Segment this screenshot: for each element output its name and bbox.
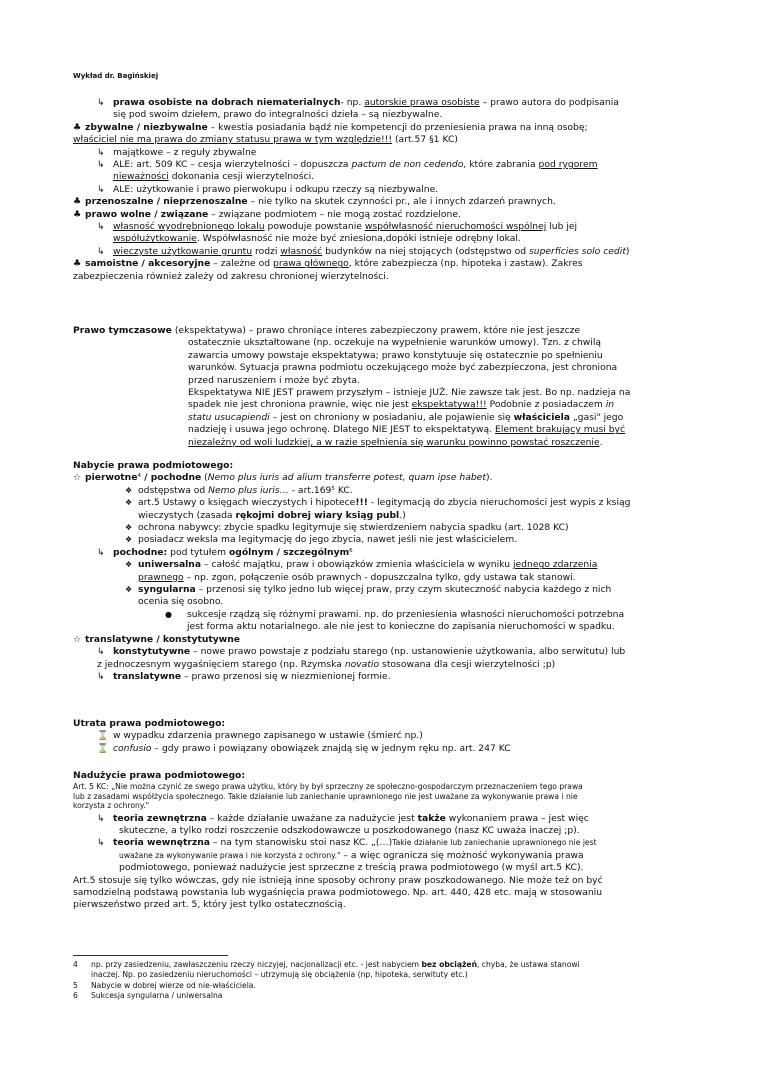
list-item: ♣ zbywalne / niezbywalne – kwestia posiadania bądź nie kompetencji do przeniesienia prawa na inną osobę; [73, 121, 588, 133]
bullet-icon: ● [165, 609, 172, 619]
hourglass-icon: ⌛ [97, 743, 109, 754]
list-item: ♣ przenoszalne / nieprzenoszalne – nie tylko na skutek czynności pr., ale i innych zdarzeń prawnych. [73, 196, 556, 208]
text-line: zabezpieczenia również zależy od zakresu chronionej wierzytelności. [73, 270, 389, 282]
diamond-icon: ❖ [125, 498, 133, 508]
rights-classification [73, 97, 693, 283]
arrow-icon: ↳ [97, 838, 105, 849]
list-item: ↳ prawa osobiste na dobrach niematerialnych- np. autorskie prawa osobiste – prawo autora do podpisania [97, 97, 619, 108]
list-item: ↳ teoria wewnętrzna – na tym stanowisku stoi nasz KC. „(…)Takie działanie lub zaniechanie uprawnionego nie jest [97, 837, 597, 849]
list-item: ❖ syngularna – przenosi się tylko jedno lub więcej praw, przy czym skuteczność nabycia każdego z nich [125, 584, 612, 596]
list-item: ↳ translatywne – prawo przenosi się w niezmienionej formie. [97, 670, 391, 682]
text-line: pierwszeństwo przed art. 5, który jest tylko ostatecznością. [73, 899, 346, 911]
section-heading: Nabycie prawa podmiotowego: [73, 460, 234, 471]
list-item: ❖ odstępstwa od Nemo plus iuris… - art.169$^5$ KC. [125, 484, 353, 496]
text-line: Art.5 stosuje się tylko wówczas, gdy nie istnieją inne sposoby ochrony praw poszkodowanego. Nie może też on być [73, 874, 603, 886]
list-item: ☆ pierwotne$^4$ / pochodne (Nemo plus iuris ad alium transferre potest, quam ipse habet). [73, 472, 493, 484]
footnote-divider [73, 955, 228, 956]
diamond-icon: ❖ [125, 585, 133, 595]
footnote: 5 Nabycie w dobrej wierze od nie-właściciela. [73, 981, 256, 990]
list-item: ↳ majątkowe – z reguły zbywalne [97, 146, 257, 158]
club-icon: ♣ [73, 258, 82, 270]
arrow-icon: ↳ [97, 147, 105, 158]
list-item: ↳ pochodne: pod tytułem ogólnym / szczególnym$^6$ [97, 546, 353, 558]
list-item: ↳ własność wyodrębnionego lokalu powoduje powstanie współwłasność nieruchomości wspólnej lub jej [97, 221, 578, 233]
list-item: ☆ translatywne / konstytutywne [73, 633, 241, 645]
arrow-icon: ↳ [97, 160, 105, 171]
abuse-section [73, 770, 693, 912]
list-item: ● sukcesje rządzą się różnymi prawami. np. do przeniesienia własności nieruchomości potrzebna [165, 608, 625, 620]
text-line: współużytkowanie. Współwłasność nie może być zniesiona,dopóki istnieje odrębny lokal. [113, 233, 521, 245]
text-line: nieważności dokonania cesji wierzytelności. [113, 171, 315, 183]
text-line: wieczystych (zasada rękojmi dobrej wiary ksiąg publ.) [138, 509, 406, 521]
running-header: Wykład dr. Bagińskiej [73, 72, 159, 80]
list-item: ❖ art.5 Ustawy o księgach wieczystych i hipotece!!! - legitymacją do zbycia nieruchomości jest wypis z ksiąg [125, 497, 631, 509]
expectancy-section [73, 325, 693, 449]
text-line: skuteczne, a tylko rodzi roszczenie odszkodowawcze u poszkodowanego (nasz KC uważa inaczej ;p). [119, 825, 580, 837]
list-item: ↳ ALE: użytkowanie i prawo pierwokupu i odkupu rzeczy są niezbywalne. [97, 183, 439, 195]
arrow-icon: ↳ [97, 547, 105, 558]
quote-line: Art. 5 KC: „Nie można czynić ze swego prawa użytku, który by był sprzeczny ze społeczno-gospodarczym przeznaczeniem tego prawa [73, 782, 583, 792]
club-icon: ♣ [73, 196, 82, 208]
list-item: ❖ posiadacz weksla ma legitymację do jego zbycia, nawet jeśli nie jest właścicielem. [125, 534, 518, 546]
indented-paragraph: ostatecznie ukształtowane (np. oczekuje na wypełnienie warunków umowy). Tzn. z chwilą zawarcia umowy powstaje ekspektatywa; prawo konstytuuje się ostatecznie po spełnieniu warunków. Sytuacja prawna podmiotu oczekującego może być zabezpieczona, jest chroniona przed naruszeniem i może być zbyta. Ekspektatywa NIE JEST prawem przyszłym – istnieje JUŻ. Nie zawsze tak jest. Bo np. nadzieja na spadek nie jest chroniona prawnie, więc nie jest ekspektatywą!!! Podobnie z posiadaczem in statu usucapiendi – jest on chroniony w posiadaniu, ale pojawienie się właściciela „gasi" jego nadzieję i usuwa jego ochronę. Dlatego NIE JEST to ekspektatywą. Element brakujący musi być niezależny od woli ludzkiej, a w razie spełnienia się warunku powinno powstać roszczenie. [188, 337, 631, 448]
arrow-icon: ↳ [97, 813, 105, 824]
arrow-icon: ↳ [97, 184, 105, 195]
arrow-icon: ↳ [97, 222, 105, 233]
section-heading: Nadużycie prawa podmiotowego: [73, 770, 246, 781]
text-line: jest forma aktu notarialnego. ale nie jest to konieczne do zapisania nieruchomości w spadku. [187, 621, 615, 633]
diamond-icon: ❖ [125, 560, 133, 570]
text-line: prawnego – np. zgon, połączenie osób prawnych - dopuszczalna tylko, gdy ustawa tak stanowi. [138, 571, 576, 583]
list-item: ↳ konstytutywne – nowe prawo powstaje z podziału starego (np. ustanowienie użytkowania, albo serwitutu) lub [97, 646, 626, 658]
list-item: ↳ wieczyste użytkowanie gruntu rodzi własność budynków na niej stojących (odstępstwo od superficies solo cedit) [97, 245, 630, 257]
text-line: uważane za wykonywanie prawa i nie korzysta z ochrony." – a więc ogranicza się możność wykonywania prawa [119, 849, 584, 861]
arrow-icon: ↳ [97, 647, 105, 658]
list-item: ❖ ochrona nabywcy: zbycie spadku legitymuje się stwierdzeniem nabycia spadku (art. 1028 KC) [125, 522, 569, 534]
loss-section [73, 718, 693, 755]
footnote: 4 np. przy zasiedzeniu, zawłaszczeniu rzeczy niczyjej, nacjonalizacji etc. - jest nabyciem bez obciążeń, chyba, że ustawa stanowi inaczej. Np. po zasiedzeniu nieruchomości – utrzymują się obciążenia (np, hipoteka, serwituty etc.) [73, 960, 580, 979]
acquisition-section [73, 460, 693, 683]
arrow-icon: ↳ [97, 98, 105, 108]
term-heading: Prawo tymczasowe [73, 325, 172, 336]
section-heading: Utrata prawa podmiotowego: [73, 718, 226, 729]
star-icon: ☆ [73, 472, 82, 484]
footnote: 6 Sukcesja syngularna / uniwersalna [73, 991, 223, 1000]
quote-line: lub z zasadami współżycia społecznego. Takie działanie lub zaniechanie uprawnionego nie jest uważane za wykonywanie prawa i nie [73, 791, 578, 801]
list-item: ⌛ w wypadku zdarzenia prawnego zapisanego w ustawie (śmierć np.) [97, 730, 423, 742]
text-line: z jednoczesnym wygaśnięciem starego (np. Rzymska novatio stosowana dla cesji wierzytelności ;p) [97, 658, 556, 670]
text-line: Prawo tymczasowe (ekspektatywa) – prawo chroniące interes zabezpieczony prawem, które nie jest jeszcze [73, 325, 581, 336]
club-icon: ♣ [73, 208, 82, 220]
text-line: się pod swoim dziełem, prawo do integralności dzieła – są niezbywalne. [113, 109, 443, 121]
club-icon: ♣ [73, 121, 82, 133]
text-line: właściciel nie ma prawa do zmiany statusu prawa w tym względzie!!! (art.57 §1 KC) [73, 134, 458, 146]
text-line: podmiotowego, ponieważ nadużycie jest sprzeczne z treścią prawa podmiotowego (w myśl art.5 KC). [119, 862, 584, 874]
arrow-icon: ↳ [97, 671, 105, 682]
list-item: ❖ uniwersalna – całość majątku, praw i obowiązków zmienia właściciela w wyniku jednego zdarzenia [125, 559, 598, 571]
list-item: ↳ teoria zewnętrzna – każde działanie uważane za nadużycie jest także wykonaniem prawa – jest więc [97, 812, 589, 824]
hourglass-icon: ⌛ [97, 731, 109, 742]
diamond-icon: ❖ [125, 535, 133, 545]
text-line: samodzielną podstawą powstania lub wygaśnięcia prawa podmiotowego. Np. art. 440, 428 etc. mają w stosowaniu [73, 887, 603, 899]
arrow-icon: ↳ [97, 246, 105, 257]
text-line: ocenia się osobno. [138, 596, 224, 608]
quote-line: korzysta z ochrony." [73, 801, 150, 811]
star-icon: ☆ [73, 633, 82, 645]
diamond-icon: ❖ [125, 523, 133, 533]
diamond-icon: ❖ [125, 485, 133, 495]
list-item: ♣ samoistne / akcesoryjne – zależne od prawa głównego, które zabezpiecza (np. hipoteka i zastaw). Zakres [73, 258, 583, 270]
list-item: ↳ ALE: art. 509 KC – cesja wierzytelności – dopuszcza pactum de non cedendo, które zabrania pod rygorem [97, 159, 598, 171]
list-item: ⌛ confusio – gdy prawo i powiązany obowiązek znajdą się w jednym ręku np. art. 247 KC [97, 742, 511, 754]
list-item: ♣ prawo wolne / związane – związane podmiotem – nie mogą zostać rozdzielone. [73, 208, 461, 220]
